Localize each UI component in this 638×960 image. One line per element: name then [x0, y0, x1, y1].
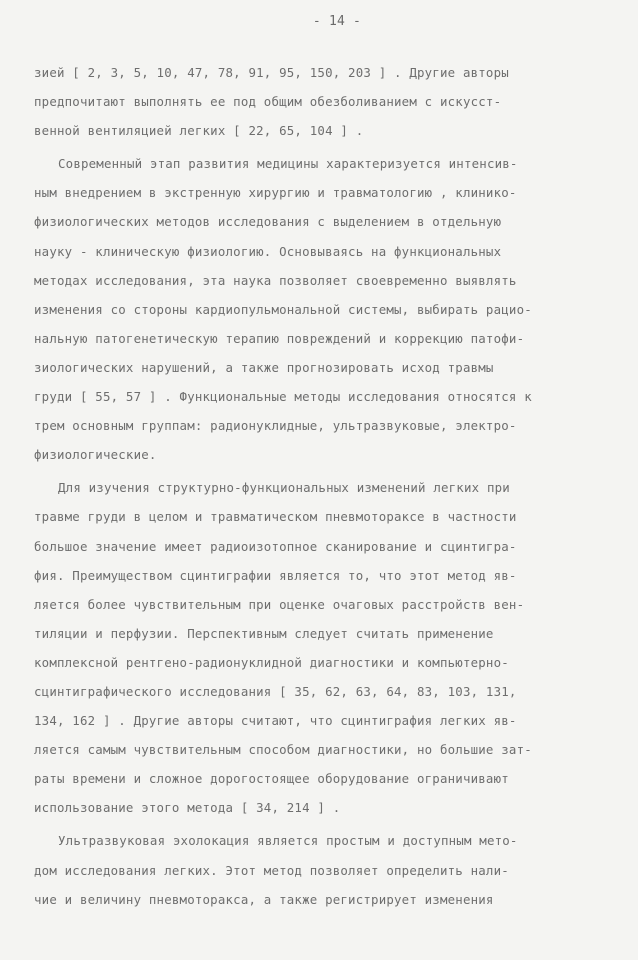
text-line: чие и величину пневмоторакса, а также регистрирует изменения: [34, 891, 494, 907]
text-line: дом исследования легких. Этот метод позволяет определить нали-: [34, 862, 509, 878]
text-line: фия. Преимуществом сцинтиграфии является то, что этот метод яв-: [34, 567, 517, 583]
page-number: - 14 -: [312, 14, 362, 29]
text-line: Для изучения структурно-функциональных изменений легких при: [58, 480, 510, 496]
text-line: физиологические.: [34, 447, 157, 463]
text-line: 134, 162 ] . Другие авторы считают, что сцинтиграфия легких яв-: [34, 713, 517, 729]
text-line: венной вентиляцией легких [ 22, 65, 104 ] .: [34, 123, 364, 139]
text-line: тиляции и перфузии. Перспективным следует считать применение: [34, 625, 494, 641]
text-line: комплексной рентгено-радионуклидной диагностики и компьютерно-: [34, 654, 509, 670]
body-text: [34, 58, 600, 914]
text-line: Современный этап развития медицины характеризуется интенсив-: [58, 156, 518, 172]
text-line: ляется самым чувствительным способом диагностики, но большие зат-: [34, 742, 532, 758]
text-line: груди [ 55, 57 ] . Функциональные методы исследования относятся к: [34, 389, 532, 405]
text-line: ляется более чувствительным при оценке очаговых расстройств вен-: [34, 596, 525, 612]
text-line: зией [ 2, 3, 5, 10, 47, 78, 91, 95, 150, 203 ] . Другие авторы: [34, 65, 509, 80]
text-line: физиологических методов исследования с выделением в отдельную: [34, 214, 502, 230]
text-line: науку - клиническую физиологию. Основываясь на функциональных: [34, 243, 502, 259]
text-line: трем основным группам: радионуклидные, ультразвуковые, электро-: [34, 418, 517, 434]
text-line: раты времени и сложное дорогостоящее оборудование ограничивают: [34, 771, 509, 787]
text-line: большое значение имеет радиоизотопное сканирование и сцинтигра-: [34, 538, 517, 554]
text-line: сцинтиграфического исследования [ 35, 62, 63, 64, 83, 103, 131,: [34, 683, 517, 699]
text-line: методах исследования, эта наука позволяет своевременно выявлять: [34, 272, 517, 288]
text-line: использование этого метода [ 34, 214 ] .: [34, 800, 341, 816]
text-line: Ультразвуковая эхолокация является простым и доступным мето-: [58, 833, 518, 849]
text-line: травме груди в целом и травматическом пневмотораксе в частности: [34, 509, 517, 525]
text-line: изменения со стороны кардиопульмональной системы, выбирать рацио-: [34, 301, 532, 317]
text-line: ным внедрением в экстренную хирургию и травматологию , клинико-: [34, 185, 517, 201]
text-line: предпочитают выполнять ее под общим обезболиванием с искусст-: [34, 94, 502, 110]
text-line: зиологических нарушений, а также прогнозировать исход травмы: [34, 359, 494, 375]
text-line: нальную патогенетическую терапию повреждений и коррекцию патофи-: [34, 330, 525, 346]
